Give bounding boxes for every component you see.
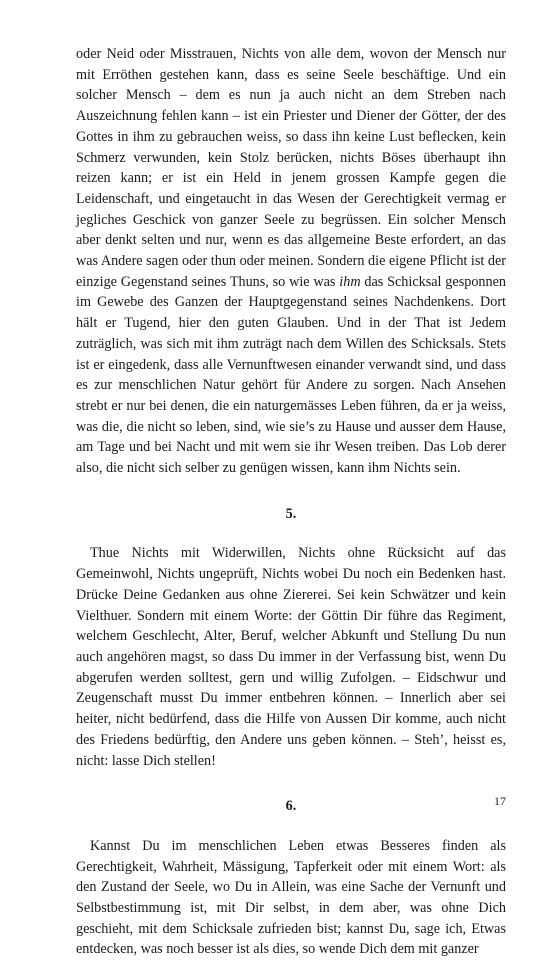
page-body — [76, 44, 506, 960]
paragraph-section-6: Kannst Du im menschlichen Leben etwas Besseres finden als Gerechtigkeit, Wahrheit, Mässigung, Tapferkeit oder mit einem Wort: als den Zustand der Seele, wo Du in Allein, was eine Sache der Vernunft und Selbstbestimmung ist, mit Dir selbst, in dem aber, was ohne Dich geschieht, mit dem Schicksale zufrieden bist; kannst Du, sage ich, Etwas entdecken, was noch besser ist als dies, so wende Dich dem mit ganzer — [76, 837, 506, 958]
paragraph-section-4-continuation — [76, 44, 506, 479]
section-heading-5: 5. — [285, 505, 297, 522]
paragraph-text: oder Neid oder Misstrauen, Nichts von alle dem, wovon der Mensch nur mit Erröthen gestehen kann, dass es seine Seele beschäftige. Und ein solcher Mensch – dem es nun ja auch nicht an dem Streben nach Auszeichnung fehlen kann – ist ein Priester und Diener der Götter, der des Gottes in ihm zu gebrauchen weiss, so dass ihn keine Lust beflecken, kein Schmerz verwunden, kein Stolz berücken, nichts Böses überhaupt ihn reizen kann; er ist ein Held in jenem grossen Kampfe gegen die Leidenschaft, und eingetaucht in das Wesen der Gerechtigkeit vermag er jegliches Geschick von ganzer Seele zu begrüssen. Ein solcher Mensch aber denkt selten und nur, wenn es das allgemeine Beste erfordert, an das was Andere sagen oder thun oder meinen. Sondern die eigene Pflicht ist der einzige Gegenstand seines Thuns, so wie was — [76, 46, 506, 290]
page-number: 17 — [494, 794, 506, 808]
paragraph-section-5: Thue Nichts mit Widerwillen, Nichts ohne Rücksicht auf das Gemeinwohl, Nichts ungeprüft, Nichts wobei Du noch ein Bedenken hast. Drücke Deine Gedanken aus ohne Ziererei. Sei kein Schwätzer und kein Vielthuer. Sondern mit einem Worte: der Göttin Dir führe das Regiment, welchem Geschlecht, Alter, Beruf, welcher Abkunft und Stellung Du nun auch angehören magst, so dass Du immer in der Verfassung bist, wenn Du abgerufen werden solltest, gern und willig Zufolgen. – Eidschwur und Zeugenschaft musst Du immer entbehren können. – Innerlich aber sei heiter, nicht bedürfend, dass die Hilfe von Aussen Dir komme, auch nicht des Friedens bedürftig, den Andere uns geben können. – Steh’, heisst es, nicht: lasse Dich stellen! — [76, 545, 506, 769]
emphasized-word: ihm — [339, 273, 361, 290]
paragraph-text-continued: das Schicksal gesponnen im Gewebe des Ganzen der Hauptgegenstand seines Nachdenkens. Dort hält er Tugend, hier den guten Glauben. Und in der That ist Jedem zuträglich, was sich mit ihm zuträgt nach dem Willen des Schicksals. Stets ist er eingedenk, dass alle Vernunftwesen einander verwandt sind, und dass es zur menschlichen Natur gehört für Andere zu sorgen. Nach Ansehen strebt er nur bei denen, die ein naturgemässes Leben führen, da er ja weiss, was die, die nicht so leben, sind, wie sie’s zu Hause und ausser dem Hause, am Tage und bei Nacht und mit wem sie ihr Wesen treiben. Das Lob derer also, die nicht sich selber zu genügen wissen, kann ihm Nichts sein. — [76, 273, 506, 477]
section-heading-6: 6. — [285, 798, 297, 815]
